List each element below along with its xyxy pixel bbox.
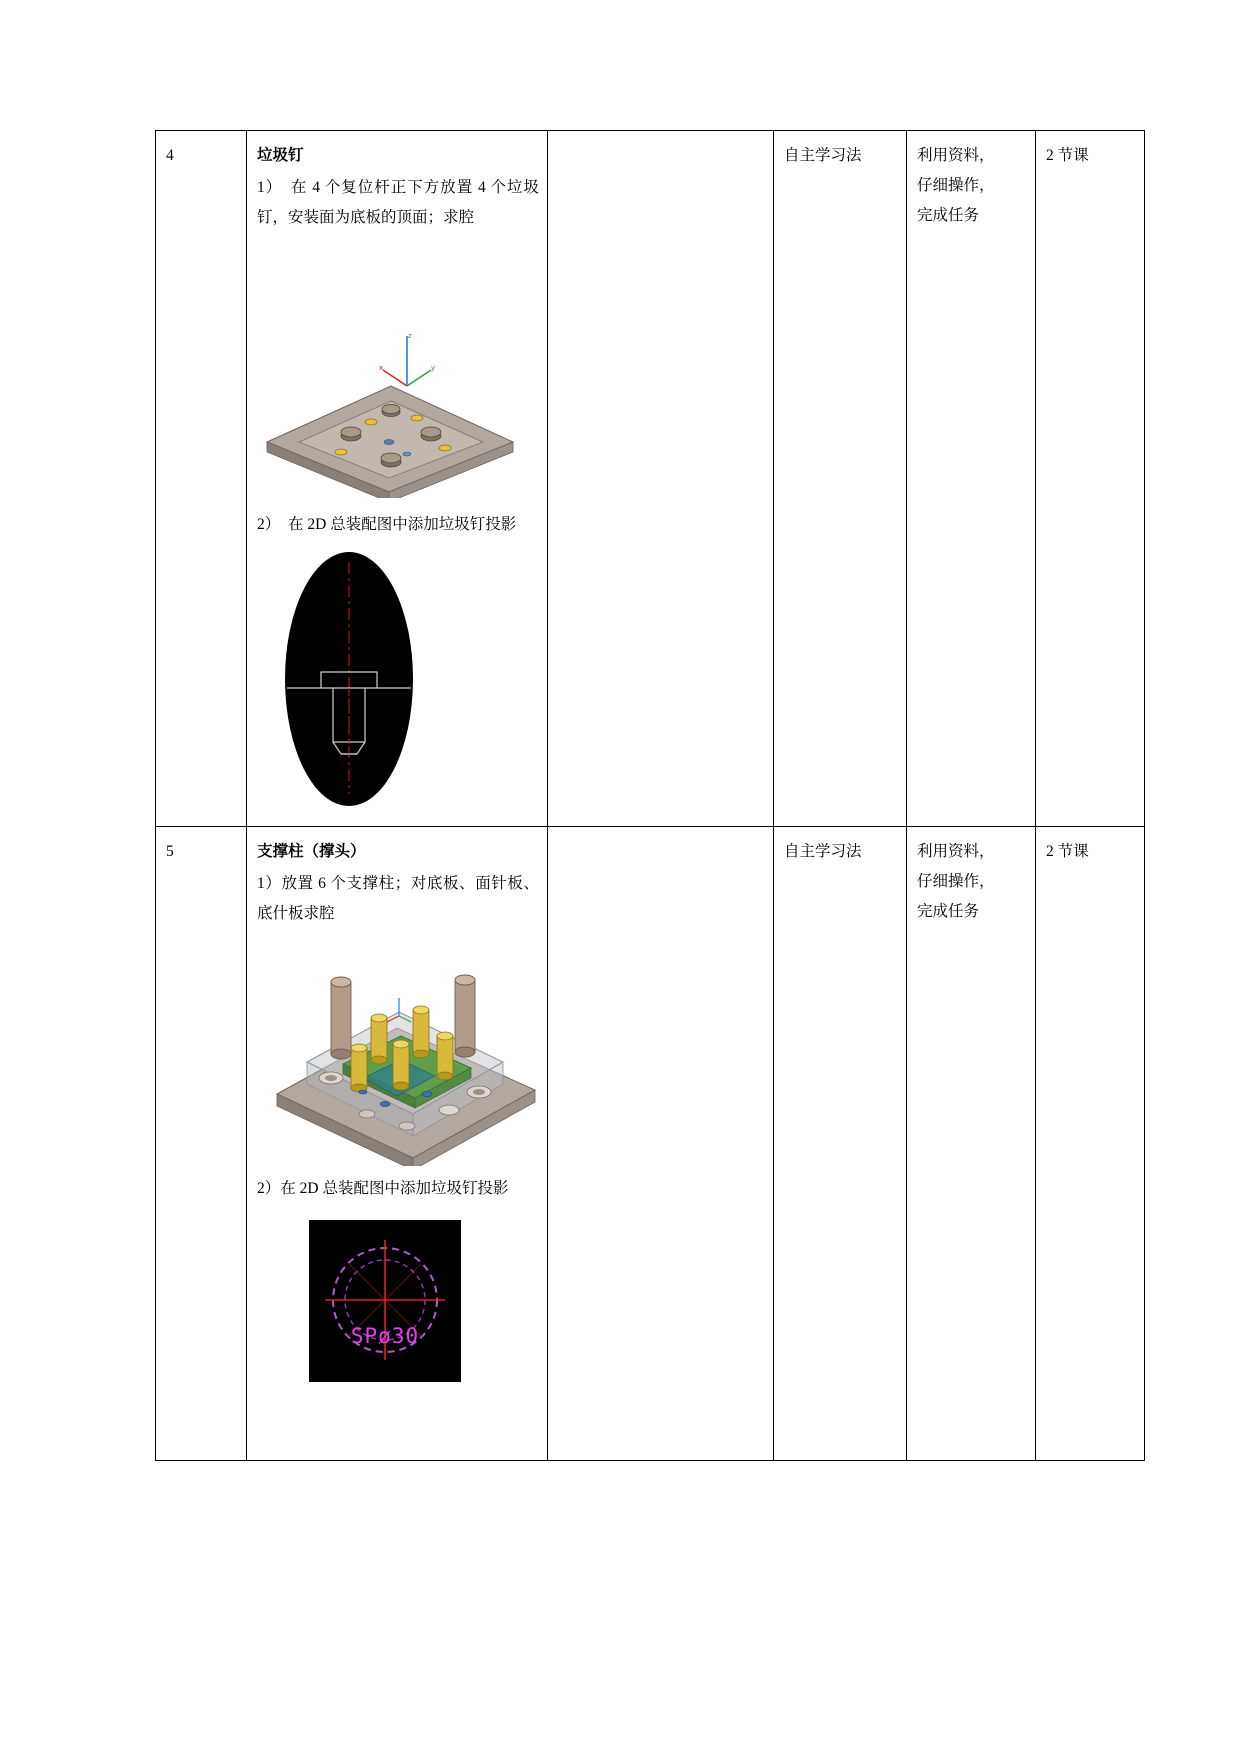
figure-cad-pin-projection	[265, 552, 527, 812]
requirement-line-2: 仔细操作，	[917, 873, 995, 891]
cell-spacer	[257, 1390, 539, 1450]
row-content-cell	[247, 826, 548, 1460]
task-table	[155, 130, 1145, 1461]
row-content-cell	[247, 131, 548, 827]
row-time-cell: 2 节课	[1036, 826, 1145, 1460]
figure-cad-support-pillar-projection	[309, 1220, 461, 1382]
row-requirement-cell	[907, 826, 1036, 1460]
figure-3d-mold-assembly	[267, 944, 547, 1166]
requirement-line-1: 利用资料，	[917, 842, 995, 860]
row-number-cell: 5	[156, 826, 247, 1460]
table-row	[156, 131, 1145, 827]
row-title: 支撑柱（撑头）	[257, 842, 366, 860]
svg-text:x: x	[379, 363, 384, 372]
row-method-cell: 自主学习法	[774, 131, 907, 827]
row-method-cell: 自主学习法	[774, 826, 907, 1460]
row-step-1: 1）放置 6 个支撑柱；对底板、面针板、底什板求腔	[257, 875, 539, 923]
sp-diameter-label: SPø30	[350, 1323, 420, 1348]
row-step-2: 2）在 2D 总装配图中添加垃圾钉投影	[257, 1179, 509, 1197]
svg-text:y: y	[431, 363, 436, 372]
requirement-line-3: 完成任务	[917, 207, 980, 225]
row-requirement-cell	[907, 131, 1036, 827]
table-row	[156, 826, 1145, 1460]
mold-assembly-render	[267, 944, 547, 1166]
row-blank-cell	[548, 131, 774, 827]
cad-drawing-overlay	[265, 552, 527, 812]
svg-text:z: z	[408, 331, 412, 340]
row-step-2: 2） 在 2D 总装配图中添加垃圾钉投影	[257, 515, 517, 533]
row-number-cell: 4	[156, 131, 247, 827]
requirement-line-1: 利用资料，	[917, 147, 995, 164]
cad-circle-overlay	[309, 1220, 461, 1382]
row-step-1: 1） 在 4 个复位杆正下方放置 4 个垃圾钉，安装面为底板的顶面；求腔	[257, 179, 539, 227]
figure-3d-plate-with-pins	[259, 248, 521, 500]
row-blank-cell	[548, 826, 774, 1460]
row-time-cell: 2 节课	[1036, 131, 1145, 827]
plate-3d-render	[259, 380, 521, 498]
requirement-line-3: 完成任务	[917, 903, 980, 921]
row-title: 垃圾钉	[257, 147, 304, 164]
requirement-line-2: 仔细操作，	[917, 177, 995, 195]
